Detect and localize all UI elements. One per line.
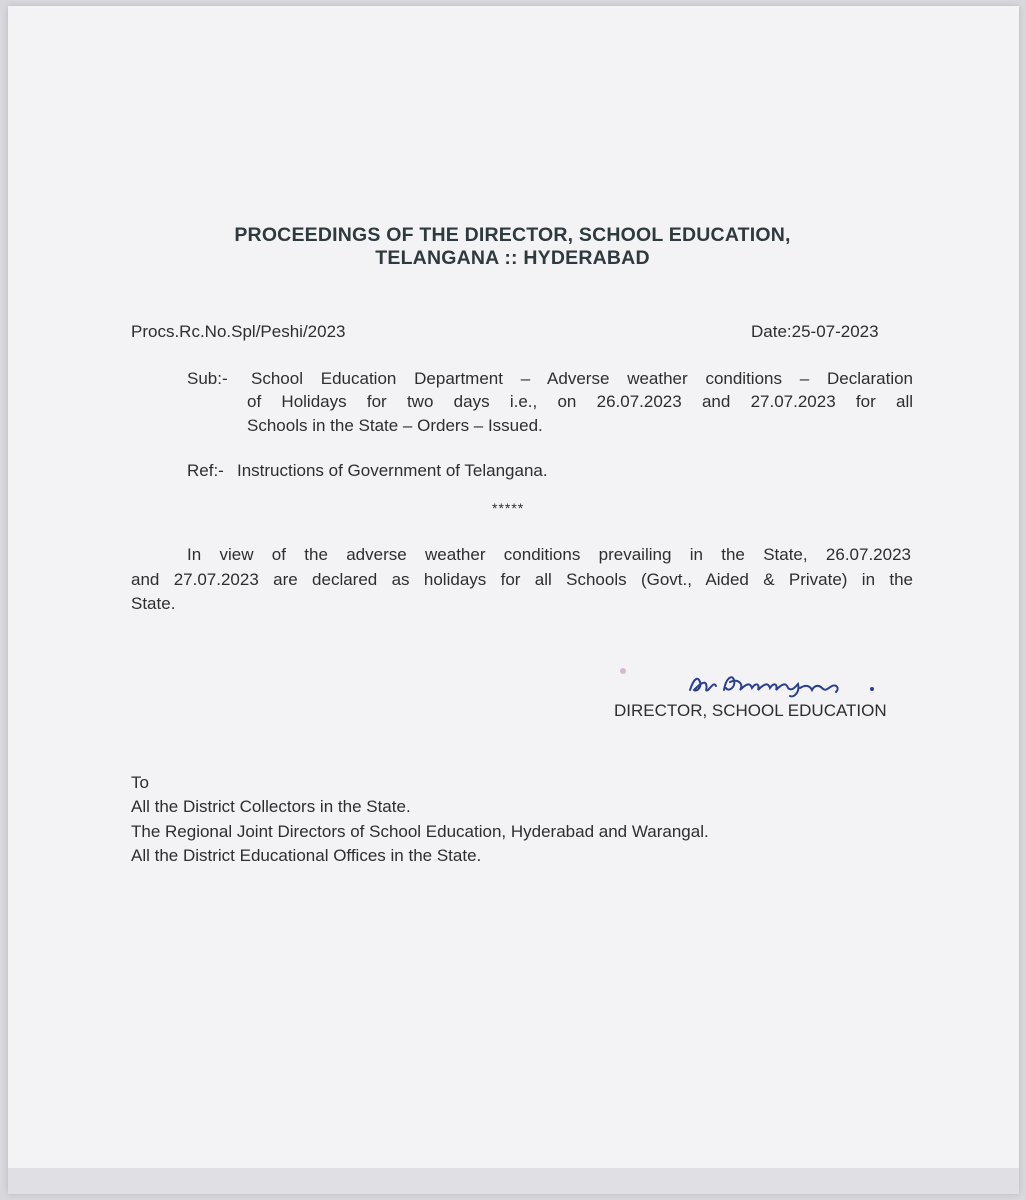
separator-stars: ***** — [492, 500, 525, 516]
recipient-item: All the District Collectors in the State. — [131, 797, 411, 816]
ink-dot — [620, 668, 626, 674]
signatory-title: DIRECTOR, SCHOOL EDUCATION — [614, 701, 887, 720]
body-line-2: and 27.07.2023 are declared as holidays for all Schools (Govt., Aided & Private) in the — [131, 570, 913, 589]
recipient-item: The Regional Joint Directors of School Education, Hyderabad and Warangal. — [131, 822, 709, 841]
subject-line-3: Schools in the State – Orders – Issued. — [247, 416, 543, 435]
page-bottom-edge — [8, 1168, 1019, 1194]
document-date: Date:25-07-2023 — [751, 322, 879, 341]
subject-label: Sub:- — [187, 369, 228, 388]
document-heading-line-2: TELANGANA :: HYDERABAD — [375, 247, 650, 269]
body-line-3: State. — [131, 594, 176, 613]
handwritten-signature — [686, 670, 886, 702]
ref-label: Ref:- — [187, 461, 224, 480]
subject-line-2: of Holidays for two days i.e., on 26.07.2023 and 27.07.2023 for all — [247, 392, 913, 411]
document-heading-line-1: PROCEEDINGS OF THE DIRECTOR, SCHOOL EDUCATION, — [234, 224, 791, 246]
recipient-item: All the District Educational Offices in the State. — [131, 846, 482, 865]
ref-text: Instructions of Government of Telangana. — [237, 461, 548, 480]
proceedings-number: Procs.Rc.No.Spl/Peshi/2023 — [131, 322, 346, 341]
subject-line-1: School Education Department – Adverse weather conditions – Declaration — [251, 369, 913, 388]
body-line-1: In view of the adverse weather conditions prevailing in the State, 26.07.2023 — [187, 545, 911, 564]
recipients-to-label: To — [131, 773, 149, 792]
